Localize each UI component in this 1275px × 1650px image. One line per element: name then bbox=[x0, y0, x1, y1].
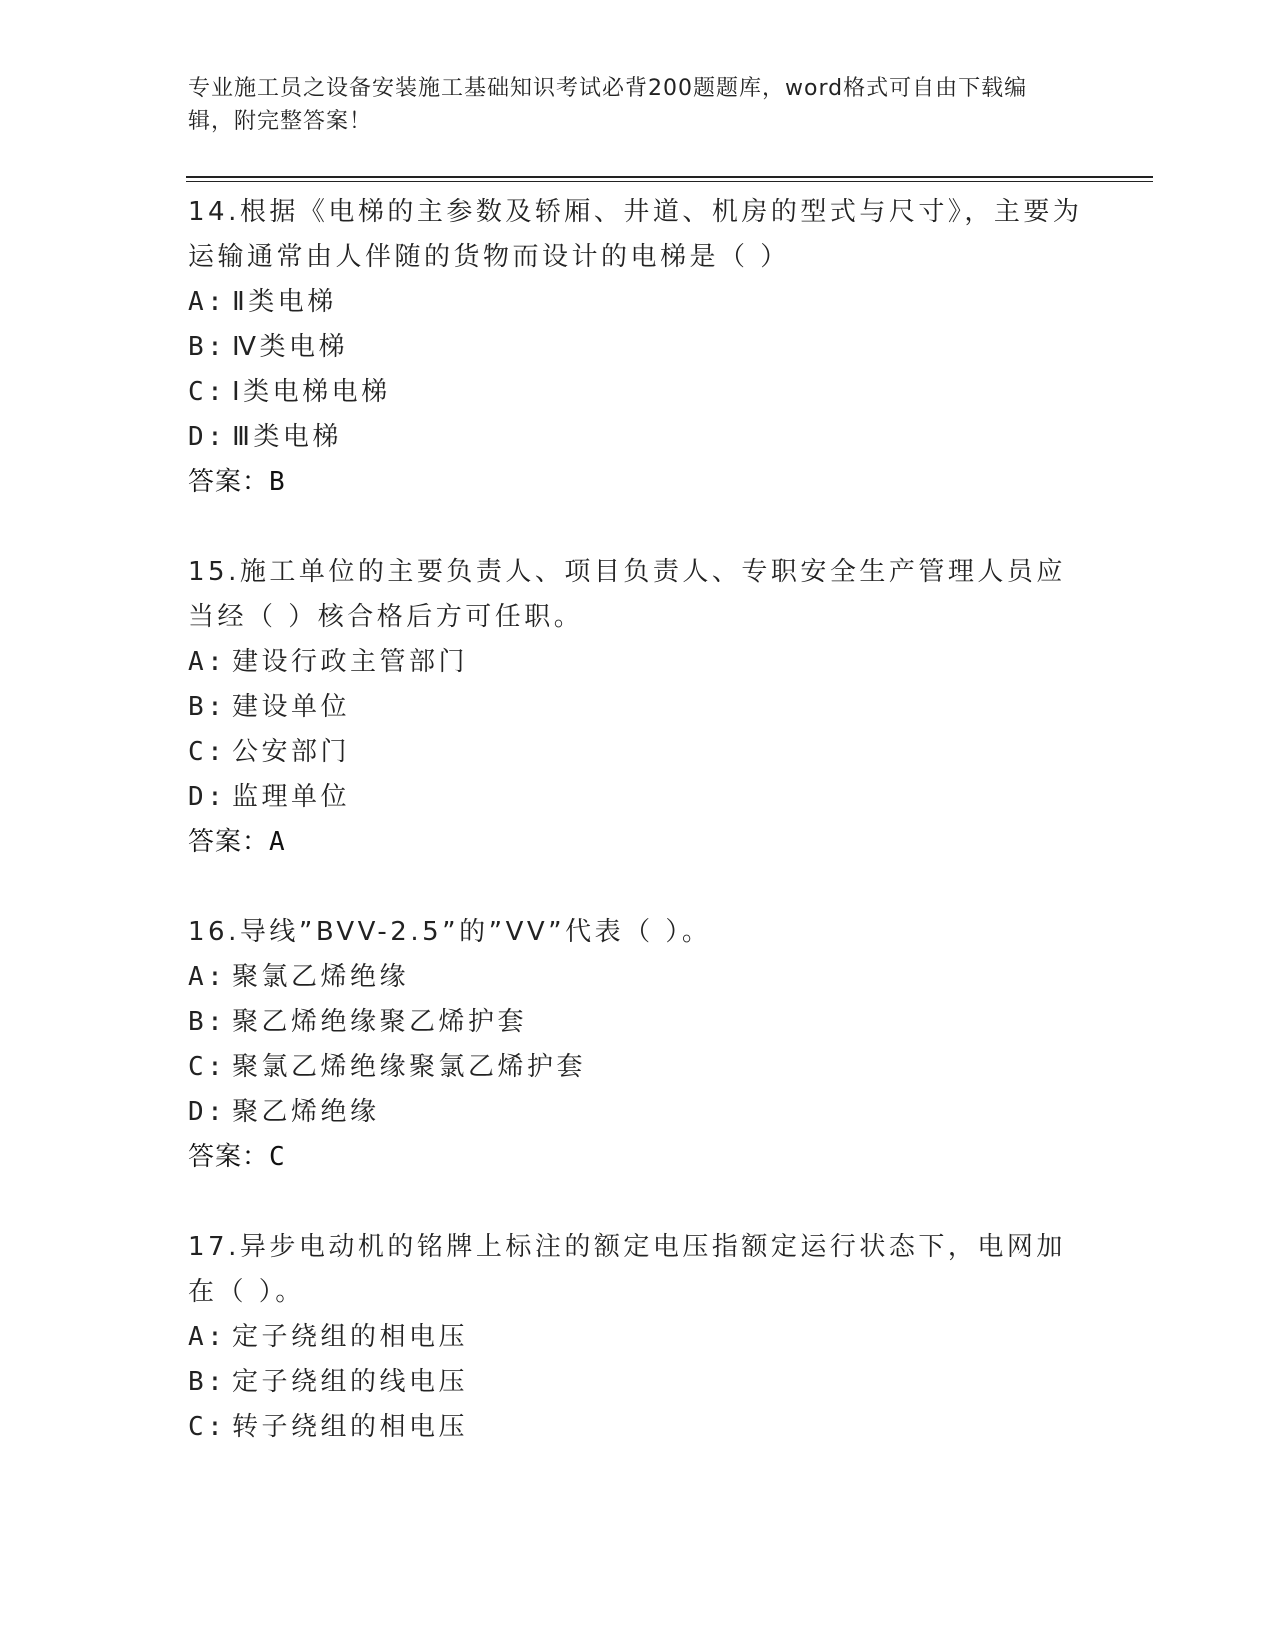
question-list bbox=[188, 190, 1088, 1495]
option-text: Ⅳ类电梯 bbox=[232, 332, 348, 362]
option-letter: C: bbox=[188, 1052, 227, 1082]
option-b bbox=[188, 685, 1088, 730]
option-letter: A: bbox=[188, 1322, 227, 1352]
option-text: 公安部门 bbox=[232, 737, 351, 767]
option-a bbox=[188, 955, 1088, 1000]
question-15 bbox=[188, 550, 1088, 865]
option-letter: C: bbox=[188, 737, 227, 767]
option-text: Ⅰ类电梯电梯 bbox=[232, 377, 391, 407]
option-d bbox=[188, 775, 1088, 820]
option-letter: B: bbox=[188, 692, 227, 722]
option-c bbox=[188, 730, 1088, 775]
option-letter: D: bbox=[188, 1097, 227, 1127]
question-stem: 17.异步电动机的铭牌上标注的额定电压指额定运行状态下，电网加在（ ）。 bbox=[188, 1232, 1066, 1307]
option-b bbox=[188, 1000, 1088, 1045]
option-letter: B: bbox=[188, 1367, 227, 1397]
answer-value: C bbox=[269, 1142, 286, 1172]
option-text: 聚乙烯绝缘聚乙烯护套 bbox=[232, 1007, 528, 1037]
option-text: 转子绕组的相电压 bbox=[232, 1412, 469, 1442]
option-letter: A: bbox=[188, 962, 227, 992]
option-text: 聚氯乙烯绝缘 bbox=[232, 962, 410, 992]
option-letter: B: bbox=[188, 1007, 227, 1037]
option-a bbox=[188, 640, 1088, 685]
question-16 bbox=[188, 910, 1088, 1180]
option-text: Ⅲ类电梯 bbox=[232, 422, 342, 452]
question-17 bbox=[188, 1225, 1088, 1450]
option-letter: B: bbox=[188, 332, 227, 362]
answer-label: 答案： bbox=[188, 467, 270, 497]
question-stem: 15.施工单位的主要负责人、项目负责人、专职安全生产管理人员应当经（ ）核合格后方可任职。 bbox=[188, 557, 1066, 632]
option-text: 聚乙烯绝缘 bbox=[232, 1097, 380, 1127]
option-text: 建设单位 bbox=[232, 692, 351, 722]
header-divider-thick bbox=[186, 176, 1153, 178]
option-text: Ⅱ类电梯 bbox=[232, 287, 337, 317]
option-a bbox=[188, 280, 1088, 325]
option-c bbox=[188, 1405, 1088, 1450]
answer-line bbox=[188, 460, 1088, 505]
option-b bbox=[188, 1360, 1088, 1405]
option-c bbox=[188, 1045, 1088, 1090]
option-c bbox=[188, 370, 1088, 415]
option-d bbox=[188, 1090, 1088, 1135]
answer-value: A bbox=[269, 827, 286, 857]
option-text: 聚氯乙烯绝缘聚氯乙烯护套 bbox=[232, 1052, 587, 1082]
header-title: 专业施工员之设备安装施工基础知识考试必背200题题库，word格式可自由下载编辑，附完整答案！ bbox=[188, 76, 1028, 134]
option-letter: A: bbox=[188, 287, 227, 317]
option-letter: C: bbox=[188, 377, 227, 407]
option-letter: D: bbox=[188, 422, 227, 452]
option-letter: D: bbox=[188, 782, 227, 812]
answer-label: 答案： bbox=[188, 827, 270, 857]
option-letter: C: bbox=[188, 1412, 227, 1442]
option-text: 建设行政主管部门 bbox=[232, 647, 469, 677]
document-header bbox=[188, 72, 1068, 138]
answer-line bbox=[188, 820, 1088, 865]
question-14 bbox=[188, 190, 1088, 505]
answer-label: 答案： bbox=[188, 1142, 270, 1172]
question-stem: 14.根据《电梯的主参数及轿厢、井道、机房的型式与尺寸》，主要为运输通常由人伴随的货物而设计的电梯是（ ） bbox=[188, 197, 1083, 272]
option-d bbox=[188, 415, 1088, 460]
option-a bbox=[188, 1315, 1088, 1360]
answer-line bbox=[188, 1135, 1088, 1180]
option-b bbox=[188, 325, 1088, 370]
option-text: 定子绕组的线电压 bbox=[232, 1367, 469, 1397]
question-stem: 16.导线”BVV-2.5”的”VV”代表（ ）。 bbox=[188, 917, 712, 947]
header-divider-thin bbox=[186, 181, 1153, 182]
option-text: 定子绕组的相电压 bbox=[232, 1322, 469, 1352]
answer-value: B bbox=[269, 467, 286, 497]
option-text: 监理单位 bbox=[232, 782, 351, 812]
option-letter: A: bbox=[188, 647, 227, 677]
